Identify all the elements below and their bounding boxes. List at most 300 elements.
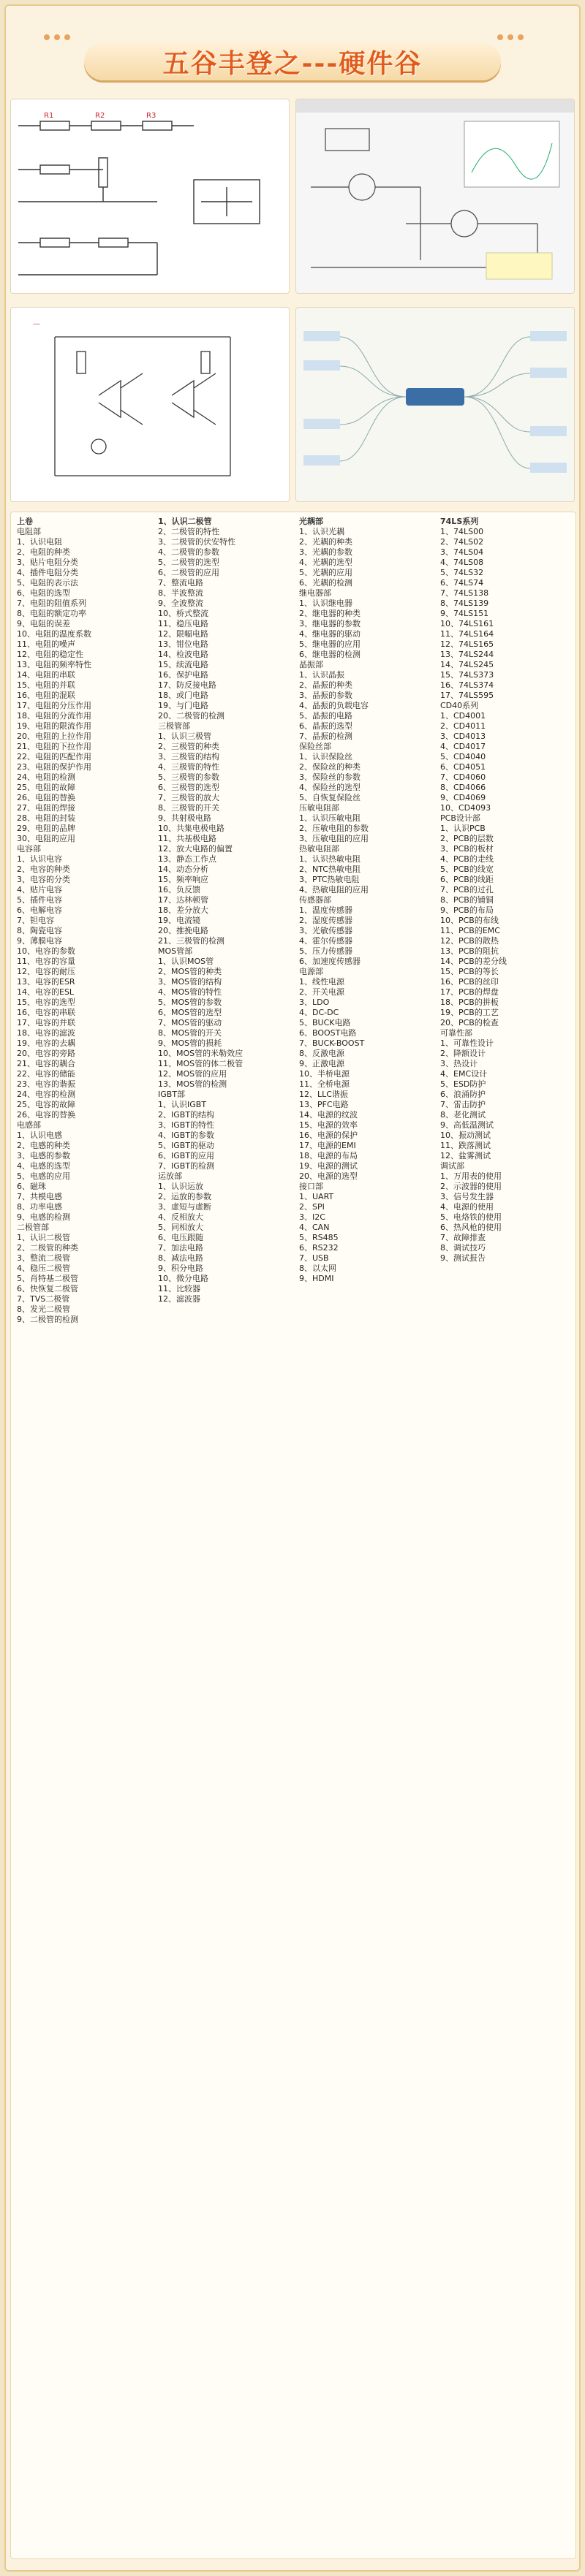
image-row-2 xyxy=(10,307,575,502)
catalog-item: 8、功率电感 xyxy=(17,1202,62,1212)
catalog-item: 26、电容的替换 xyxy=(17,1110,75,1120)
catalog-item: 7、故障排查 xyxy=(440,1233,486,1242)
catalog-item: 5、ESD防护 xyxy=(440,1079,486,1089)
decor-dots-left xyxy=(44,29,110,39)
catalog-item: 8、电阻的额定功率 xyxy=(17,609,86,618)
catalog-item: 13、MOS管的检测 xyxy=(158,1079,227,1089)
catalog-item: 2、MOS管的种类 xyxy=(158,967,222,976)
catalog-item: 10、74LS161 xyxy=(440,619,494,628)
catalog-item: 2、电阻的种类 xyxy=(17,547,70,557)
catalog-item: 11、74LS164 xyxy=(440,629,494,639)
catalog-item: 13、电容的ESR xyxy=(17,977,75,987)
catalog-item: 5、电感的应用 xyxy=(17,1171,70,1181)
catalog-item: 9、电阻的误差 xyxy=(17,619,70,628)
catalog-item: 5、RS485 xyxy=(299,1233,339,1242)
catalog-item: 16、电容的串联 xyxy=(17,1008,75,1017)
catalog-item: 5、电阻的表示法 xyxy=(17,578,78,588)
catalog-item: 保险丝部 xyxy=(299,742,331,751)
catalog-item: 5、插件电容 xyxy=(17,895,62,905)
catalog-item: 6、电阻的选型 xyxy=(17,588,70,598)
catalog-item: 16、负反馈 xyxy=(158,885,200,894)
catalog-item: 6、CD4051 xyxy=(440,762,486,772)
catalog-item: 3、IGBT的特性 xyxy=(158,1120,215,1130)
catalog-item: 29、电阻的品牌 xyxy=(17,824,75,833)
catalog-item: 2、开关电源 xyxy=(299,987,344,997)
catalog-item: 3、保险丝的参数 xyxy=(299,772,361,782)
catalog-item: 10、CD4093 xyxy=(440,803,491,813)
catalog-item: 5、同相放大 xyxy=(158,1223,203,1232)
catalog-item: 7、USB xyxy=(299,1253,329,1263)
catalog-item: 11、电容的容量 xyxy=(17,957,75,966)
catalog-item: 4、电源的使用 xyxy=(440,1202,494,1212)
catalog-item: 11、比较器 xyxy=(158,1284,200,1293)
catalog-item: 14、电源的纹波 xyxy=(299,1110,358,1120)
catalog-item: 16、保护电路 xyxy=(158,670,208,680)
resistor-circuit-diagram xyxy=(10,99,290,294)
catalog-item: 4、74LS08 xyxy=(440,558,484,567)
catalog-item: 6、磁珠 xyxy=(17,1182,46,1191)
catalog-item: 5、晶振的电路 xyxy=(299,711,352,721)
catalog-item: 4、晶振的负载电容 xyxy=(299,701,369,710)
catalog-item: 8、MOS管的开关 xyxy=(158,1028,222,1038)
catalog-item: 二极管部 xyxy=(17,1223,49,1232)
catalog-item: 1、认识运放 xyxy=(158,1182,203,1191)
catalog-item: 7、MOS管的驱动 xyxy=(158,1018,222,1027)
catalog-item: 6、浪涌防护 xyxy=(440,1090,486,1099)
catalog-item: 19、电容的去耦 xyxy=(17,1038,75,1048)
catalog-item: 电感部 xyxy=(17,1120,41,1130)
catalog-item: 3、晶振的参数 xyxy=(299,691,352,700)
catalog-item: 9、CD4069 xyxy=(440,793,486,802)
catalog-item: 15、电容的选型 xyxy=(17,998,75,1007)
catalog-item: 4、保险丝的选型 xyxy=(299,783,361,792)
catalog-item: 6、BOOST电路 xyxy=(299,1028,357,1038)
catalog-item: 4、霍尔传感器 xyxy=(299,936,352,946)
catalog-item: 5、PCB的线宽 xyxy=(440,865,494,874)
catalog-item: 10、微分电路 xyxy=(158,1274,208,1283)
catalog-item: 19、与门电路 xyxy=(158,701,208,710)
catalog-item: 6、PCB的线距 xyxy=(440,875,494,884)
catalog-item: 4、CAN xyxy=(299,1223,330,1232)
catalog-item: 12、电阻的稳定性 xyxy=(17,650,83,659)
catalog-item: 8、PCB的铺铜 xyxy=(440,895,494,905)
catalog-item: 1、认识电阻 xyxy=(17,537,62,547)
catalog-item: 14、电阻的串联 xyxy=(17,670,75,680)
catalog-item: 4、二极管的参数 xyxy=(158,547,219,557)
catalog-item: 30、电阻的应用 xyxy=(17,834,75,843)
catalog-item: PCB设计部 xyxy=(440,813,480,823)
catalog-item: 18、或门电路 xyxy=(158,691,208,700)
catalog-item: 10、桥式整流 xyxy=(158,609,208,618)
catalog-item: 17、防反接电路 xyxy=(158,680,216,690)
catalog-item: 6、加速度传感器 xyxy=(299,957,361,966)
catalog-item: 3、信号发生器 xyxy=(440,1192,494,1201)
catalog-item: 5、MOS管的参数 xyxy=(158,998,222,1007)
catalog-item: 3、电容的分类 xyxy=(17,875,70,884)
catalog-item: 6、晶振的选型 xyxy=(299,721,352,731)
catalog-item: 5、三极管的参数 xyxy=(158,772,219,782)
column-header: 上卷 xyxy=(17,517,33,526)
catalog-item: 5、压力传感器 xyxy=(299,946,352,956)
svg-text:—: — xyxy=(33,320,40,328)
catalog-item: 15、电阻的并联 xyxy=(17,680,75,690)
catalog-item: 3、光耦的参数 xyxy=(299,547,352,557)
page-title: 五谷丰登之---硬件谷 xyxy=(162,48,423,79)
catalog-item: 1、认识PCB xyxy=(440,824,486,833)
catalog-item: 8、半波整流 xyxy=(158,588,203,598)
catalog-item: 11、MOS管的体二极管 xyxy=(158,1059,244,1068)
catalog-item: 10、PCB的布线 xyxy=(440,916,499,925)
catalog-item: 1、UART xyxy=(299,1192,334,1201)
catalog-item: 17、电阻的分压作用 xyxy=(17,701,91,710)
catalog-item: 晶振部 xyxy=(299,660,323,669)
catalog-item: 5、继电器的应用 xyxy=(299,639,361,649)
catalog-item: 25、电阻的故障 xyxy=(17,783,75,792)
catalog-item: 4、电感的选型 xyxy=(17,1161,70,1171)
catalog-item: 6、RS232 xyxy=(299,1243,339,1253)
catalog-column-4 xyxy=(434,512,575,2558)
catalog-item: 9、全波整流 xyxy=(158,599,203,608)
catalog-item: 3、光敏传感器 xyxy=(299,926,352,935)
catalog-item: 26、电阻的替换 xyxy=(17,793,75,802)
catalog-item: 6、74LS74 xyxy=(440,578,484,588)
catalog-item: 21、三极管的检测 xyxy=(158,936,224,946)
catalog-item: 压敏电阻部 xyxy=(299,803,339,813)
catalog-item: 7、加法电路 xyxy=(158,1243,203,1253)
catalog-item: 19、电流镜 xyxy=(158,916,200,925)
catalog-item: 12、74LS165 xyxy=(440,639,494,649)
catalog-item: 22、电容的储能 xyxy=(17,1069,75,1079)
catalog-item: 14、检波电路 xyxy=(158,650,208,659)
catalog-item: 1、认识三极管 xyxy=(158,732,211,741)
transistor-amplifier-schematic xyxy=(10,307,290,502)
catalog-item: 传感器部 xyxy=(299,895,331,905)
catalog-item: 1、认识晶振 xyxy=(299,670,344,680)
catalog-item: 16、PCB的丝印 xyxy=(440,977,499,987)
catalog-item: 5、肖特基二极管 xyxy=(17,1274,78,1283)
column-header: 光耦部 xyxy=(299,517,323,526)
catalog-item: 5、CD4040 xyxy=(440,752,486,761)
catalog-item: 1、认识二极管 xyxy=(17,1233,70,1242)
catalog-item: 2、PCB的层数 xyxy=(440,834,494,843)
catalog-item: 7、IGBT的检测 xyxy=(158,1161,215,1171)
mind-map-screenshot xyxy=(295,307,575,502)
catalog-item: 24、电阻的检测 xyxy=(17,772,75,782)
catalog-item: 5、自恢复保险丝 xyxy=(299,793,361,802)
catalog-item: 10、MOS管的米勒效应 xyxy=(158,1049,244,1058)
catalog-column-2 xyxy=(152,512,293,2558)
catalog-item: 12、MOS管的应用 xyxy=(158,1069,227,1079)
catalog-item: 电源部 xyxy=(299,967,323,976)
catalog-item: 1、认识电容 xyxy=(17,854,62,864)
catalog-item: 5、二极管的选型 xyxy=(158,558,219,567)
catalog-item: 3、MOS管的结构 xyxy=(158,977,222,987)
catalog-item: 电容部 xyxy=(17,844,41,854)
catalog-item: 18、电阻的分流作用 xyxy=(17,711,91,721)
catalog-item: 8、调试技巧 xyxy=(440,1243,486,1253)
catalog-item: 7、电阻的阻值系列 xyxy=(17,599,86,608)
catalog-item: 8、CD4066 xyxy=(440,783,486,792)
catalog-item: 4、光耦的选型 xyxy=(299,558,352,567)
catalog-item: 15、续流电路 xyxy=(158,660,208,669)
catalog-item: 2、继电器的种类 xyxy=(299,609,361,618)
catalog-item: 17、PCB的焊盘 xyxy=(440,987,499,997)
catalog-item: 21、电阻的下拉作用 xyxy=(17,742,91,751)
catalog-item: 3、三极管的结构 xyxy=(158,752,219,761)
catalog-item: 22、电阻的匹配作用 xyxy=(17,752,91,761)
catalog-item: 10、振动测试 xyxy=(440,1131,491,1140)
circuit-simulation-screenshot xyxy=(295,99,575,294)
catalog-item: 1、认识热敏电阻 xyxy=(299,854,361,864)
catalog-item: 3、二极管的伏安特性 xyxy=(158,537,235,547)
catalog-item: 1、万用表的使用 xyxy=(440,1171,502,1181)
catalog-item: 4、CD4017 xyxy=(440,742,486,751)
catalog-item: 17、74LS595 xyxy=(440,691,494,700)
catalog-item: 21、电容的耦合 xyxy=(17,1059,75,1068)
catalog-item: 1、认识继电器 xyxy=(299,599,352,608)
catalog-item: 9、PCB的布局 xyxy=(440,905,494,915)
catalog-item: 5、74LS32 xyxy=(440,568,484,577)
title-pill xyxy=(84,42,501,80)
catalog-item: 4、反相放大 xyxy=(158,1212,203,1222)
catalog-item: 3、整流二极管 xyxy=(17,1253,70,1263)
catalog-item: 10、电容的参数 xyxy=(17,946,75,956)
catalog-item: 2、电感的种类 xyxy=(17,1141,70,1150)
catalog-item: 6、IGBT的应用 xyxy=(158,1151,215,1160)
catalog-item: 14、动态分析 xyxy=(158,865,208,874)
catalog-item: 运放部 xyxy=(158,1171,182,1181)
catalog-item: 1、可靠性设计 xyxy=(440,1038,494,1048)
catalog-item: 7、钽电容 xyxy=(17,916,54,925)
catalog-item: 3、LDO xyxy=(299,998,330,1007)
catalog-item: 2、电容的种类 xyxy=(17,865,70,874)
catalog-item: 8、74LS139 xyxy=(440,599,489,608)
catalog-item: 14、PCB的差分线 xyxy=(440,957,507,966)
catalog-item: 13、电阻的频率特性 xyxy=(17,660,91,669)
catalog-item: 5、电烙铁的使用 xyxy=(440,1212,502,1222)
catalog-item: 19、电阻的限流作用 xyxy=(17,721,91,731)
catalog-item: 继电器部 xyxy=(299,588,331,598)
catalog-item: 6、继电器的检测 xyxy=(299,650,361,659)
catalog-item: 热敏电阻部 xyxy=(299,844,339,854)
catalog-item: 15、74LS373 xyxy=(440,670,494,680)
catalog-item: 6、三极管的选型 xyxy=(158,783,219,792)
catalog-item: 3、PCB的板材 xyxy=(440,844,494,854)
catalog-content xyxy=(10,512,576,2559)
catalog-item: 11、PCB的EMC xyxy=(440,926,500,935)
catalog-column-3 xyxy=(293,512,434,2558)
column-header: 74LS系列 xyxy=(440,517,479,526)
column-header: 1、认识二极管 xyxy=(158,517,212,526)
catalog-item: 调试部 xyxy=(440,1161,464,1171)
catalog-item: 15、频率响应 xyxy=(158,875,208,884)
svg-text:R2: R2 xyxy=(95,112,105,120)
catalog-item: 三极管部 xyxy=(158,721,190,731)
decor-dots-right xyxy=(497,29,563,39)
catalog-item: 6、热风枪的使用 xyxy=(440,1223,502,1232)
image-row-1 xyxy=(10,99,575,294)
catalog-item: 18、差分放大 xyxy=(158,905,208,915)
catalog-item: 20、电容的旁路 xyxy=(17,1049,75,1058)
catalog-item: 18、电容的滤波 xyxy=(17,1028,75,1038)
catalog-item: 8、发光二极管 xyxy=(17,1304,70,1314)
catalog-item: 28、电阻的封装 xyxy=(17,813,75,823)
catalog-item: 4、IGBT的参数 xyxy=(158,1131,215,1140)
catalog-item: 13、静态工作点 xyxy=(158,854,216,864)
catalog-item: 16、电阻的混联 xyxy=(17,691,75,700)
catalog-item: 2、CD4011 xyxy=(440,721,486,731)
catalog-item: 3、虚短与虚断 xyxy=(158,1202,211,1212)
catalog-item: 25、电容的故障 xyxy=(17,1100,75,1109)
catalog-item: 7、共模电感 xyxy=(17,1192,62,1201)
catalog-item: 5、光耦的应用 xyxy=(299,568,352,577)
catalog-item: 1、认识电感 xyxy=(17,1131,62,1140)
catalog-item: 4、MOS管的特性 xyxy=(158,987,222,997)
catalog-item: 9、高低温测试 xyxy=(440,1120,494,1130)
catalog-item: 12、PCB的散热 xyxy=(440,936,499,946)
catalog-item: 电阻部 xyxy=(17,527,41,536)
catalog-item: 10、半桥电源 xyxy=(299,1069,350,1079)
svg-text:R3: R3 xyxy=(146,112,156,120)
catalog-item: 4、稳压二极管 xyxy=(17,1264,70,1273)
catalog-item: 7、74LS138 xyxy=(440,588,489,598)
catalog-item: 16、74LS374 xyxy=(440,680,494,690)
catalog-item: 2、IGBT的结构 xyxy=(158,1110,215,1120)
catalog-item: 13、PFC电路 xyxy=(299,1100,349,1109)
catalog-item: 1、认识光耦 xyxy=(299,527,344,536)
catalog-item: 17、达林顿管 xyxy=(158,895,208,905)
catalog-item: 9、MOS管的损耗 xyxy=(158,1038,222,1048)
catalog-item: 16、电源的保护 xyxy=(299,1131,358,1140)
catalog-item: 19、电源的测试 xyxy=(299,1161,358,1171)
catalog-item: 5、IGBT的驱动 xyxy=(158,1141,215,1150)
catalog-item: 6、快恢复二极管 xyxy=(17,1284,78,1293)
catalog-item: 3、74LS04 xyxy=(440,547,484,557)
catalog-item: 1、认识保险丝 xyxy=(299,752,352,761)
catalog-item: 2、保险丝的种类 xyxy=(299,762,361,772)
catalog-item: 2、NTC热敏电阻 xyxy=(299,865,361,874)
catalog-item: 11、电阻的噪声 xyxy=(17,639,75,649)
catalog-item: 20、PCB的检查 xyxy=(440,1018,499,1027)
catalog-item: 6、光耦的检测 xyxy=(299,578,352,588)
catalog-item: 8、三极管的开关 xyxy=(158,803,219,813)
catalog-item: 12、盐雾测试 xyxy=(440,1151,491,1160)
catalog-item: 11、共基极电路 xyxy=(158,834,216,843)
catalog-item: 3、电感的参数 xyxy=(17,1151,70,1160)
catalog-item: 2、晶振的种类 xyxy=(299,680,352,690)
catalog-item: 20、二极管的检测 xyxy=(158,711,224,721)
catalog-column-1 xyxy=(11,512,152,2558)
catalog-item: 2、二极管的种类 xyxy=(17,1243,78,1253)
catalog-item: 7、雷击防护 xyxy=(440,1100,486,1109)
catalog-item: 7、PCB的过孔 xyxy=(440,885,494,894)
catalog-item: 23、电容的谐振 xyxy=(17,1079,75,1089)
catalog-item: 4、插件电阻分类 xyxy=(17,568,78,577)
catalog-item: 1、74LS00 xyxy=(440,527,484,536)
catalog-item: 8、老化测试 xyxy=(440,1110,486,1120)
catalog-item: 4、三极管的特性 xyxy=(158,762,219,772)
catalog-item: CD40系列 xyxy=(440,701,479,710)
catalog-item: 9、正激电源 xyxy=(299,1059,344,1068)
catalog-item: 6、电压跟随 xyxy=(158,1233,203,1242)
catalog-item: 12、滤波器 xyxy=(158,1294,200,1304)
catalog-item: 3、继电器的参数 xyxy=(299,619,361,628)
catalog-item: 11、全桥电源 xyxy=(299,1079,350,1089)
catalog-item: 2、三极管的种类 xyxy=(158,742,219,751)
catalog-item: 12、放大电路的偏置 xyxy=(158,844,233,854)
catalog-item: 2、74LS02 xyxy=(440,537,484,547)
catalog-item: 1、认识MOS管 xyxy=(158,957,214,966)
catalog-item: 9、HDMI xyxy=(299,1274,334,1283)
catalog-item: 3、热设计 xyxy=(440,1059,478,1068)
catalog-item: 2、示波器的使用 xyxy=(440,1182,502,1191)
catalog-item: 4、DC-DC xyxy=(299,1008,339,1017)
catalog-item: 7、CD4060 xyxy=(440,772,486,782)
catalog-item: 2、SPI xyxy=(299,1202,325,1212)
catalog-item: 可靠性部 xyxy=(440,1028,472,1038)
catalog-item: 20、电源的选型 xyxy=(299,1171,358,1181)
catalog-item: 3、压敏电阻的应用 xyxy=(299,834,369,843)
catalog-item: 18、PCB的拼板 xyxy=(440,998,499,1007)
catalog-item: 10、电阻的温度系数 xyxy=(17,629,91,639)
catalog-item: 13、74LS244 xyxy=(440,650,494,659)
catalog-item: 3、贴片电阻分类 xyxy=(17,558,78,567)
catalog-item: 4、贴片电容 xyxy=(17,885,62,894)
catalog-item: 13、钳位电路 xyxy=(158,639,208,649)
catalog-item: 9、电感的检测 xyxy=(17,1212,70,1222)
catalog-item: 6、MOS管的选型 xyxy=(158,1008,222,1017)
catalog-item: 7、TVS二极管 xyxy=(17,1294,70,1304)
catalog-item: 10、共集电极电路 xyxy=(158,824,224,833)
catalog-item: 15、电源的效率 xyxy=(299,1120,358,1130)
catalog-item: 8、陶瓷电容 xyxy=(17,926,62,935)
catalog-item: 4、热敏电阻的应用 xyxy=(299,885,369,894)
catalog-item: 2、二极管的特性 xyxy=(158,527,219,536)
catalog-item: 1、温度传感器 xyxy=(299,905,352,915)
catalog-item: 8、减法电路 xyxy=(158,1253,203,1263)
catalog-item: 15、PCB的等长 xyxy=(440,967,499,976)
catalog-item: 23、电阻的保护作用 xyxy=(17,762,91,772)
catalog-item: 4、继电器的驱动 xyxy=(299,629,361,639)
catalog-item: 3、PTC热敏电阻 xyxy=(299,875,360,884)
catalog-item: 2、运放的参数 xyxy=(158,1192,211,1201)
catalog-item: 18、电源的布局 xyxy=(299,1151,358,1160)
catalog-item: 7、整流电路 xyxy=(158,578,203,588)
catalog-item: 1、认识IGBT xyxy=(158,1100,207,1109)
catalog-item: 12、LLC谐振 xyxy=(299,1090,348,1099)
catalog-item: 2、压敏电阻的参数 xyxy=(299,824,369,833)
catalog-item: 4、EMC设计 xyxy=(440,1069,488,1079)
catalog-item: MOS管部 xyxy=(158,946,193,956)
catalog-item: 9、74LS151 xyxy=(440,609,489,618)
catalog-item: 2、降额设计 xyxy=(440,1049,486,1058)
catalog-item: 17、电容的并联 xyxy=(17,1018,75,1027)
header-banner xyxy=(0,0,585,88)
catalog-item: 1、CD4001 xyxy=(440,711,486,721)
catalog-item: 9、二极管的检测 xyxy=(17,1315,78,1324)
catalog-item: 9、共射极电路 xyxy=(158,813,211,823)
catalog-item: 20、电阻的上拉作用 xyxy=(17,732,91,741)
catalog-item: 9、测试报告 xyxy=(440,1253,486,1263)
catalog-item: 接口部 xyxy=(299,1182,323,1191)
catalog-item: 11、跌落测试 xyxy=(440,1141,491,1150)
catalog-item: 27、电阻的焊接 xyxy=(17,803,75,813)
svg-text:R1: R1 xyxy=(44,112,54,120)
catalog-item: 3、CD4013 xyxy=(440,732,486,741)
catalog-item: 7、三极管的放大 xyxy=(158,793,219,802)
catalog-item: 20、推挽电路 xyxy=(158,926,208,935)
catalog-item: 24、电容的检测 xyxy=(17,1090,75,1099)
